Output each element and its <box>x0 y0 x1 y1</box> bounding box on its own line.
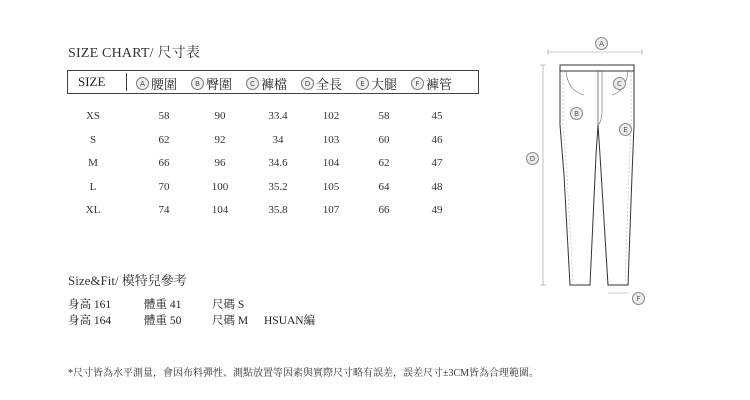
cell-value: 102 <box>322 110 340 122</box>
cell-value: 58 <box>378 110 390 122</box>
cell-value: 64 <box>378 180 390 193</box>
cell-value: 58 <box>158 110 170 122</box>
pants-outline-icon <box>520 35 670 315</box>
header-col-waist <box>136 74 177 93</box>
header-divider <box>126 73 127 91</box>
header-col-rise <box>246 74 287 93</box>
model-weight: 體重 41 <box>144 299 182 311</box>
model-name: HSUAN編 <box>264 315 316 327</box>
table-row <box>67 200 479 224</box>
cell-value: 70 <box>158 180 170 193</box>
badge-c-icon: C <box>246 77 259 90</box>
fit-section-title: Size&Fit/ 模特兒參考 <box>68 273 187 288</box>
header-col-thigh <box>356 74 397 93</box>
cell-value: 33.4 <box>268 110 288 122</box>
label-a-icon: A <box>595 37 608 50</box>
table-row <box>67 177 479 201</box>
cell-value: 48 <box>431 180 443 193</box>
table-row <box>67 153 479 177</box>
model-size: 尺碼 M <box>212 315 249 327</box>
size-table-header <box>67 70 479 94</box>
badge-f-icon: F <box>411 77 424 90</box>
cell-value: 66 <box>158 157 170 169</box>
cell-value: 62 <box>158 133 170 146</box>
label-c-icon: C <box>613 77 626 90</box>
badge-a-icon: A <box>136 77 149 90</box>
cell-size: L <box>89 180 97 193</box>
header-col-label: 全長 <box>316 77 343 92</box>
cell-value: 96 <box>214 157 226 169</box>
header-col-label: 臀圍 <box>206 77 233 92</box>
cell-value: 60 <box>378 133 390 146</box>
measurement-note: *尺寸皆為水平測量，會因布料彈性、測點放置等因素與實際尺寸略有誤差，誤差尺寸±3CM皆為合理範圍。 <box>68 368 540 379</box>
header-col-label: 褲檔 <box>261 77 288 92</box>
header-size-label: SIZE <box>78 74 106 89</box>
cell-size: XL <box>85 204 101 216</box>
cell-value: 104 <box>322 157 340 169</box>
cell-value: 66 <box>378 204 390 216</box>
cell-value: 35.8 <box>268 204 288 216</box>
header-col-label: 腰圍 <box>151 77 178 92</box>
header-col-hem <box>411 74 452 93</box>
label-e-icon: E <box>619 123 632 136</box>
cell-value: 74 <box>158 204 170 216</box>
header-col-label: 大腿 <box>371 77 398 92</box>
label-d-icon: D <box>526 152 539 165</box>
badge-d-icon: D <box>301 77 314 90</box>
cell-value: 100 <box>211 180 229 193</box>
cell-size: S <box>89 133 97 146</box>
cell-value: 90 <box>214 110 226 122</box>
model-size: 尺碼 S <box>212 299 245 311</box>
badge-b-icon: B <box>191 77 204 90</box>
cell-value: 46 <box>431 133 443 146</box>
model-height: 身高 161 <box>68 299 112 311</box>
badge-e-icon: E <box>356 77 369 90</box>
cell-value: 47 <box>431 157 443 169</box>
table-row <box>67 130 479 154</box>
page-title: SIZE CHART/ 尺寸表 <box>68 46 201 61</box>
header-col-label: 褲管 <box>426 77 453 92</box>
cell-value: 45 <box>431 110 443 122</box>
cell-value: 103 <box>322 133 340 146</box>
cell-size: XS <box>85 110 101 122</box>
cell-value: 62 <box>378 157 390 169</box>
label-b-icon: B <box>570 107 583 120</box>
model-height: 身高 164 <box>68 315 112 327</box>
table-row <box>67 106 479 130</box>
size-table <box>67 106 479 224</box>
cell-value: 35.2 <box>268 180 288 193</box>
model-weight: 體重 50 <box>144 315 182 327</box>
cell-value: 105 <box>322 180 340 193</box>
cell-size: M <box>88 157 98 169</box>
cell-value: 107 <box>322 204 340 216</box>
pants-diagram <box>520 35 670 315</box>
cell-value: 34.6 <box>268 157 288 169</box>
cell-value: 34 <box>272 133 284 146</box>
cell-value: 92 <box>214 133 226 146</box>
cell-value: 104 <box>211 204 229 216</box>
header-col-hip <box>191 74 232 93</box>
label-f-icon: F <box>632 292 645 305</box>
header-col-length <box>301 74 342 93</box>
cell-value: 49 <box>431 204 443 216</box>
